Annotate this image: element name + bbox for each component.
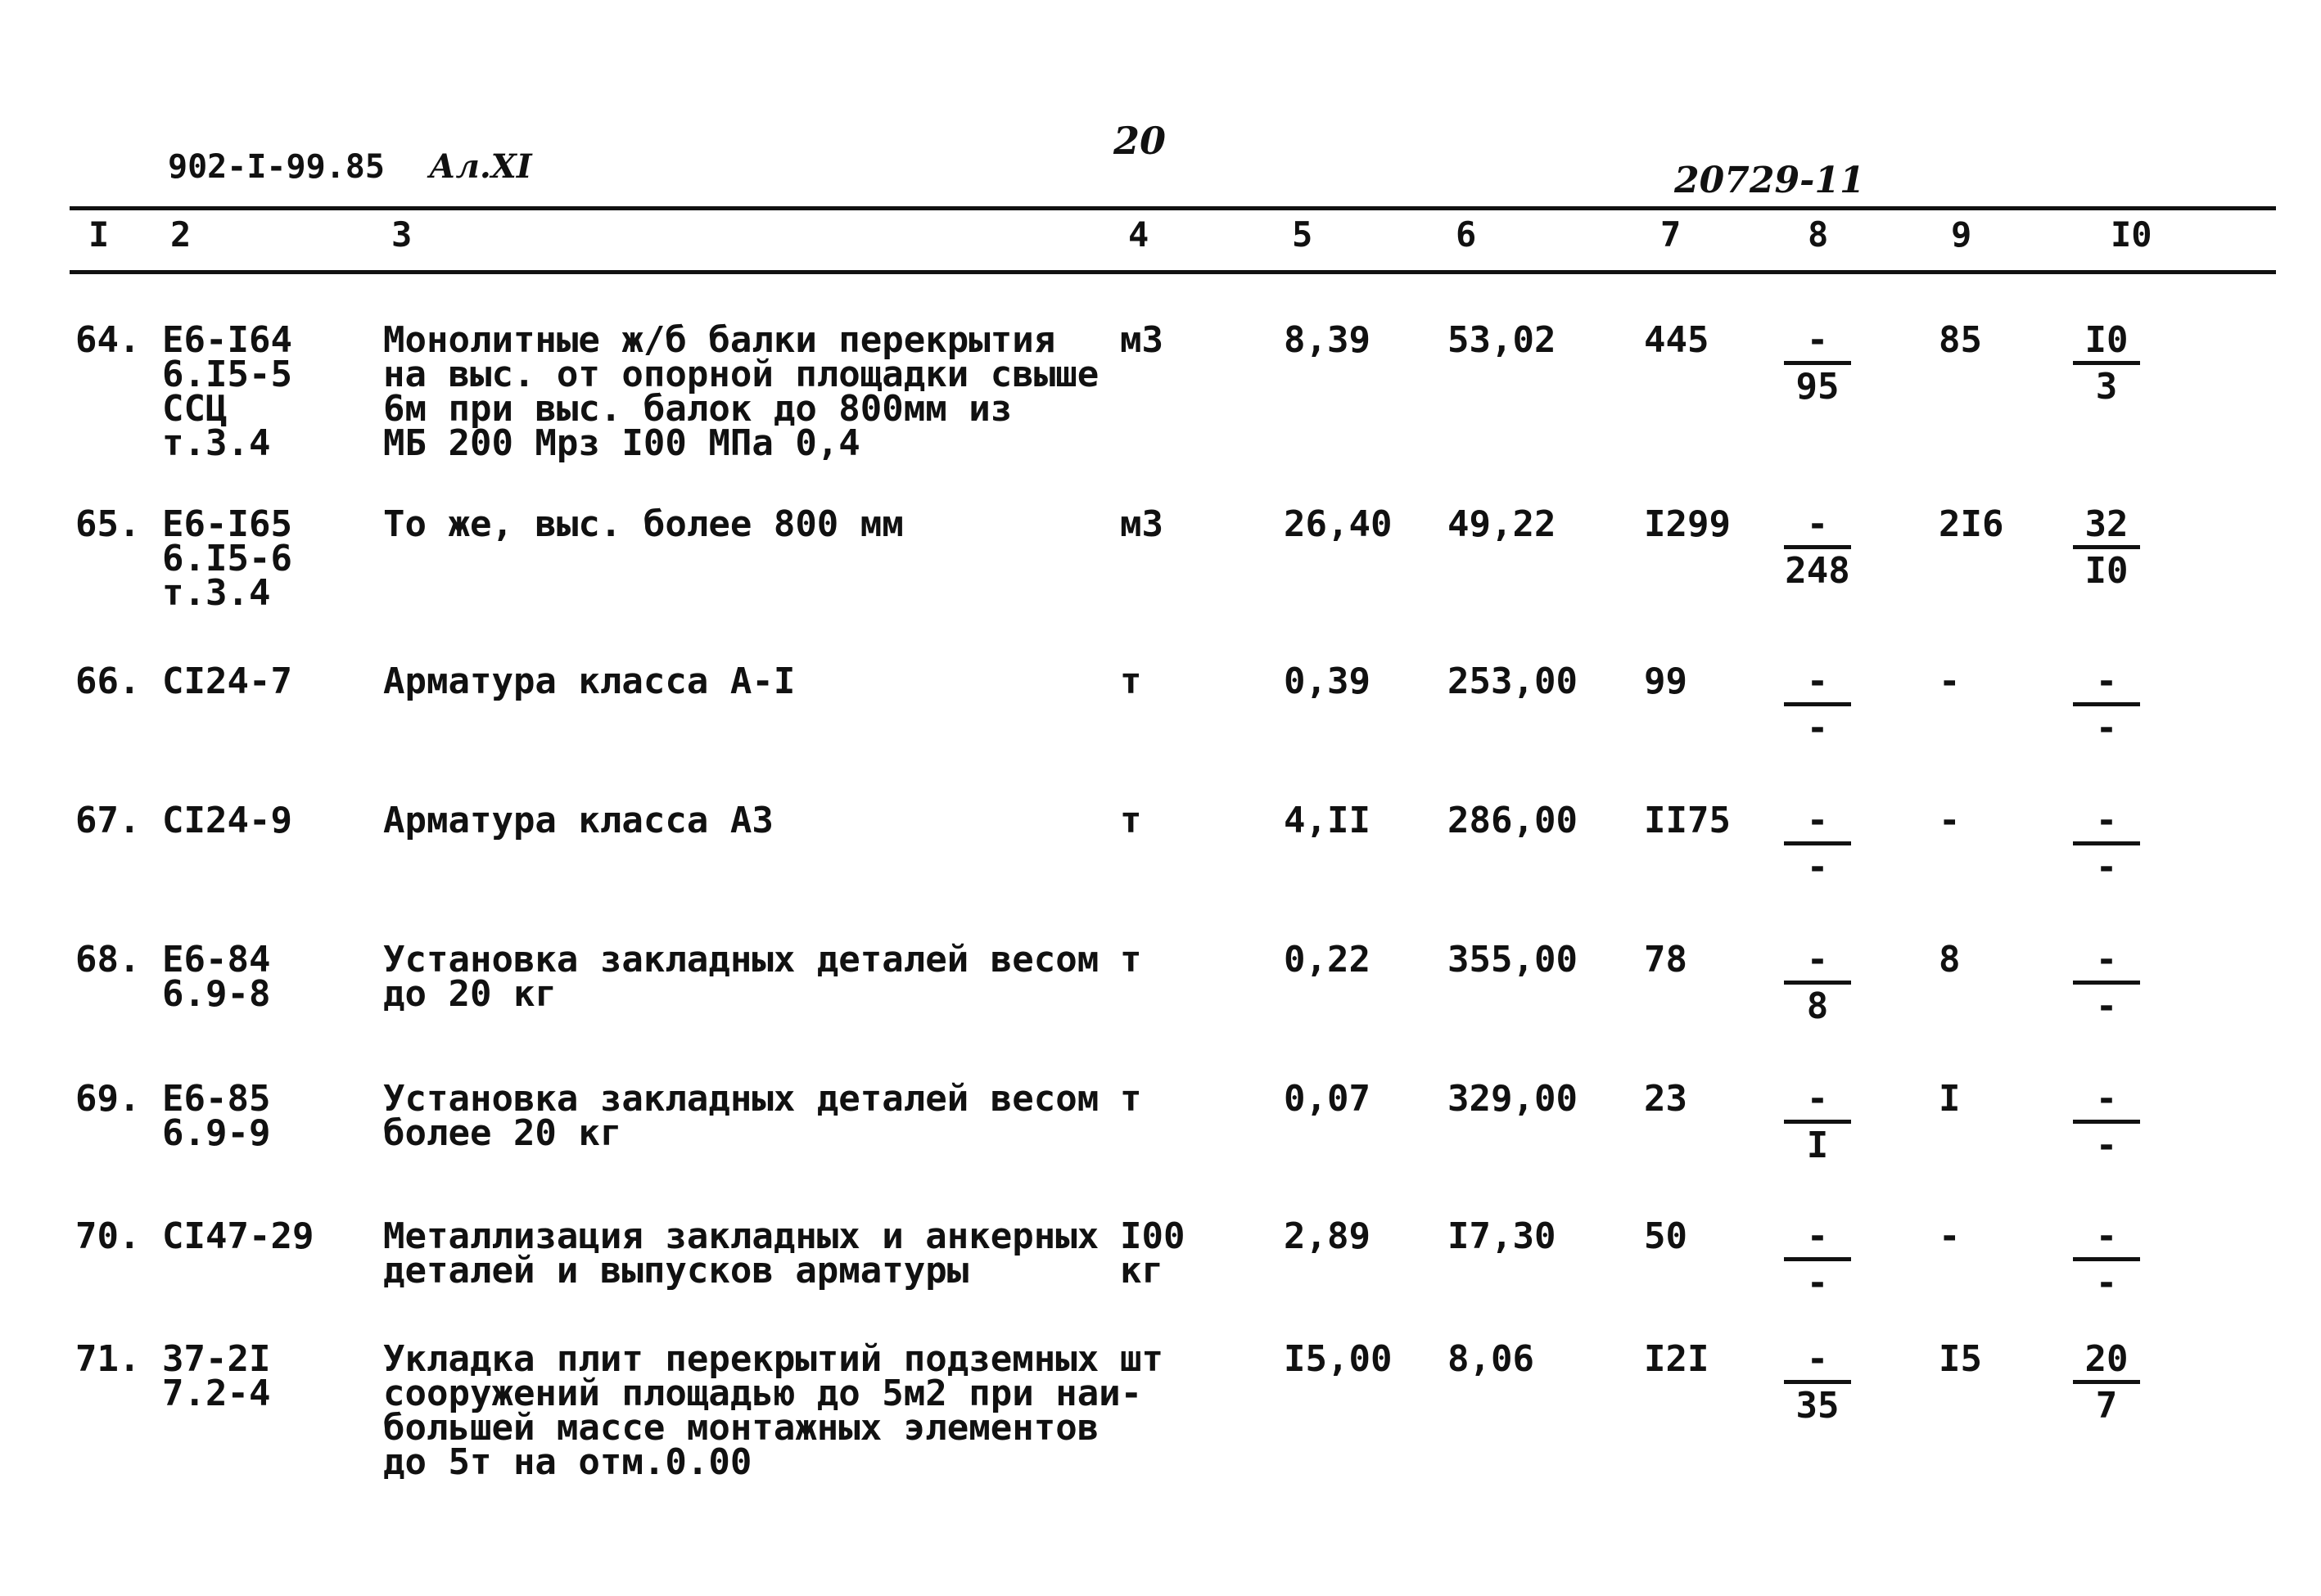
col9-value: 85 — [1939, 319, 1982, 361]
col8-fraction-bottom: - — [1806, 707, 1829, 749]
total-cost: 99 — [1644, 660, 1687, 702]
norm-code-line: Е6-I64 — [162, 319, 292, 361]
col10-fraction — [2070, 800, 2143, 888]
col10-fraction-bottom: - — [2095, 846, 2118, 888]
col10-fraction-top: - — [2095, 1215, 2118, 1257]
row-number: 67. — [75, 800, 141, 841]
work-description-line: Монолитные ж/б балки перекрытия — [383, 319, 1056, 361]
col-header-6: 6 — [1456, 214, 1477, 255]
unit — [1120, 1078, 1142, 1120]
work-description — [383, 319, 1100, 464]
norm-code-line: Е6-I65 — [162, 503, 292, 545]
col8-fraction-bottom: - — [1806, 846, 1829, 888]
quantity: 4,II — [1284, 800, 1370, 841]
work-description — [383, 939, 1100, 1015]
col10-fraction — [2070, 1078, 2143, 1166]
col8-fraction — [1781, 1078, 1854, 1166]
col9-value: - — [1939, 1215, 1961, 1257]
work-description-line: МБ 200 Мрз I00 МПа 0,4 — [383, 422, 860, 464]
col8-fraction-top: - — [1806, 1078, 1829, 1120]
norm-code-line: 6.9-9 — [162, 1112, 271, 1154]
work-description-line: на выс. от опорной площадки свыше — [383, 354, 1100, 395]
norm-code-line: CI47-29 — [162, 1215, 314, 1257]
norm-code-line: 6.I5-6 — [162, 538, 292, 579]
quantity: 0,39 — [1284, 660, 1370, 702]
col10-fraction-bar — [2073, 1120, 2140, 1124]
col8-fraction-top: - — [1806, 939, 1829, 981]
col8-fraction-bar — [1784, 841, 1851, 845]
col-header-1: I — [88, 214, 110, 255]
work-description-line: Установка закладных деталей весом — [383, 939, 1100, 981]
unit-price: 8,06 — [1447, 1338, 1534, 1380]
unit-line: кг — [1120, 1250, 1163, 1292]
col10-fraction — [2070, 660, 2143, 749]
col8-fraction — [1781, 503, 1854, 592]
norm-code — [162, 319, 292, 464]
col9-value: I5 — [1939, 1338, 1982, 1380]
unit-line: м3 — [1120, 503, 1163, 545]
col8-fraction-bar — [1784, 1120, 1851, 1124]
col8-fraction-bottom: 8 — [1806, 985, 1829, 1027]
norm-code — [162, 660, 292, 702]
col10-fraction — [2070, 1338, 2143, 1427]
work-description-line: большей массе монтажных элементов — [383, 1407, 1100, 1449]
norm-code-line: 6.I5-5 — [162, 354, 292, 395]
unit-line: м3 — [1120, 319, 1163, 361]
unit — [1120, 1215, 1185, 1292]
norm-code-line: 6.9-8 — [162, 973, 271, 1015]
work-description-line: То же, выс. более 800 мм — [383, 503, 904, 545]
norm-code — [162, 1215, 314, 1257]
col9-value: - — [1939, 660, 1961, 702]
col10-fraction-bar — [2073, 1257, 2140, 1261]
unit-price: 49,22 — [1447, 503, 1556, 545]
work-description — [383, 660, 796, 702]
norm-code — [162, 800, 292, 841]
work-description-line: более 20 кг — [383, 1112, 622, 1154]
work-description-line: Арматура класса А3 — [383, 800, 774, 841]
total-cost: II75 — [1644, 800, 1731, 841]
norm-code — [162, 1078, 271, 1154]
col10-fraction-bar — [2073, 841, 2140, 845]
norm-code-line: CI24-7 — [162, 660, 292, 702]
col9-value: I — [1939, 1078, 1961, 1120]
norm-code-line: Е6-85 — [162, 1078, 271, 1120]
col10-fraction-top: - — [2095, 1078, 2118, 1120]
col10-fraction — [2070, 503, 2143, 592]
col8-fraction-top: - — [1806, 503, 1829, 545]
col10-fraction-bar — [2073, 1380, 2140, 1384]
total-cost: I299 — [1644, 503, 1731, 545]
doc-code-text: 902-I-99.85 — [168, 148, 385, 186]
norm-code-line: Е6-84 — [162, 939, 271, 981]
col8-fraction-bar — [1784, 702, 1851, 706]
unit-price: 253,00 — [1447, 660, 1578, 702]
page-number: 20 — [1113, 119, 1167, 163]
col10-fraction — [2070, 939, 2143, 1027]
col9-value: 8 — [1939, 939, 1961, 981]
sheet-label: Ал.XI — [429, 147, 532, 186]
unit-line: I00 — [1120, 1215, 1185, 1257]
quantity: 0,22 — [1284, 939, 1370, 981]
col10-fraction-top: 20 — [2084, 1338, 2129, 1380]
col10-fraction-bar — [2073, 545, 2140, 549]
work-description-line: Укладка плит перекрытий подземных — [383, 1338, 1100, 1380]
col-header-5: 5 — [1292, 214, 1313, 255]
unit-line: т — [1120, 660, 1142, 702]
unit-price: I7,30 — [1447, 1215, 1556, 1257]
norm-code — [162, 939, 271, 1015]
work-description-line: деталей и выпусков арматуры — [383, 1250, 969, 1292]
unit — [1120, 319, 1163, 361]
col10-fraction — [2070, 1215, 2143, 1304]
col8-fraction-top: - — [1806, 319, 1829, 361]
col-header-4: 4 — [1128, 214, 1149, 255]
total-cost: 445 — [1644, 319, 1709, 361]
work-description — [383, 1215, 1100, 1292]
total-cost: I2I — [1644, 1338, 1709, 1380]
unit-line: т — [1120, 800, 1142, 841]
unit — [1120, 939, 1142, 981]
work-description-line: до 5т на отм.0.00 — [383, 1441, 752, 1483]
col8-fraction-top: - — [1806, 1338, 1829, 1380]
col10-fraction-top: I0 — [2084, 319, 2129, 361]
unit-line: т — [1120, 1078, 1142, 1120]
quantity: 26,40 — [1284, 503, 1393, 545]
quantity: 0,07 — [1284, 1078, 1370, 1120]
work-description-line: Металлизация закладных и анкерных — [383, 1215, 1100, 1257]
col9-value: - — [1939, 800, 1961, 841]
row-number: 71. — [75, 1338, 141, 1380]
doc-number: 20729-11 — [1674, 160, 1865, 201]
col8-fraction-bar — [1784, 981, 1851, 985]
col8-fraction-top: - — [1806, 660, 1829, 702]
unit-line: т — [1120, 939, 1142, 981]
work-description — [383, 503, 904, 545]
col10-fraction-bottom: - — [2095, 1125, 2118, 1166]
col10-fraction-bottom: - — [2095, 707, 2118, 749]
row-number: 68. — [75, 939, 141, 981]
work-description-line: Арматура класса А-I — [383, 660, 796, 702]
norm-code-line: т.3.4 — [162, 422, 271, 464]
col8-fraction-bar — [1784, 1380, 1851, 1384]
col8-fraction-top: - — [1806, 1215, 1829, 1257]
col8-fraction — [1781, 939, 1854, 1027]
col10-fraction-top: - — [2095, 660, 2118, 702]
unit-price: 286,00 — [1447, 800, 1578, 841]
col-header-10: I0 — [2111, 214, 2152, 255]
row-number: 64. — [75, 319, 141, 361]
row-number: 69. — [75, 1078, 141, 1120]
col-header-7: 7 — [1660, 214, 1682, 255]
total-cost: 50 — [1644, 1215, 1687, 1257]
norm-code-line: ССЦ — [162, 388, 228, 430]
unit — [1120, 503, 1163, 545]
col10-fraction-bottom: 3 — [2095, 366, 2118, 408]
quantity: 8,39 — [1284, 319, 1370, 361]
norm-code — [162, 503, 292, 614]
unit-price: 53,02 — [1447, 319, 1556, 361]
col-header-3: 3 — [391, 214, 413, 255]
norm-code — [162, 1338, 271, 1414]
unit — [1120, 660, 1142, 702]
unit — [1120, 800, 1142, 841]
col8-fraction-bottom: - — [1806, 1262, 1829, 1304]
col8-fraction-bottom: I — [1806, 1125, 1829, 1166]
row-number: 70. — [75, 1215, 141, 1257]
col-header-9: 9 — [1951, 214, 1972, 255]
work-description-line: Установка закладных деталей весом — [383, 1078, 1100, 1120]
row-number: 66. — [75, 660, 141, 702]
col8-fraction-bottom: 95 — [1795, 366, 1840, 408]
col10-fraction-bottom: - — [2095, 1262, 2118, 1304]
col10-fraction-bar — [2073, 361, 2140, 365]
work-description-line: 6м при выс. балок до 800мм из — [383, 388, 1013, 430]
norm-code-line: 37-2I — [162, 1338, 271, 1380]
quantity: 2,89 — [1284, 1215, 1370, 1257]
col9-value: 2I6 — [1939, 503, 2004, 545]
col8-fraction-bottom: 35 — [1795, 1385, 1840, 1427]
col10-fraction-bottom: 7 — [2095, 1385, 2118, 1427]
col8-fraction — [1781, 319, 1854, 408]
unit-price: 329,00 — [1447, 1078, 1578, 1120]
col8-fraction-bar — [1784, 361, 1851, 365]
col10-fraction-bar — [2073, 981, 2140, 985]
total-cost: 23 — [1644, 1078, 1687, 1120]
norm-code-line: 7.2-4 — [162, 1373, 271, 1414]
work-description — [383, 1078, 1100, 1154]
col10-fraction-bottom: I0 — [2084, 550, 2129, 592]
quantity: I5,00 — [1284, 1338, 1393, 1380]
col-header-2: 2 — [170, 214, 192, 255]
col8-fraction — [1781, 1215, 1854, 1304]
col8-fraction — [1781, 660, 1854, 749]
col8-fraction-top: - — [1806, 800, 1829, 841]
unit-line: шт — [1120, 1338, 1163, 1380]
col10-fraction-top: - — [2095, 800, 2118, 841]
col8-fraction-bottom: 248 — [1785, 550, 1850, 592]
col10-fraction-top: - — [2095, 939, 2118, 981]
col10-fraction-bar — [2073, 702, 2140, 706]
col10-fraction — [2070, 319, 2143, 408]
col10-fraction-bottom: - — [2095, 985, 2118, 1027]
col-header-8: 8 — [1808, 214, 1829, 255]
total-cost: 78 — [1644, 939, 1687, 981]
unit — [1120, 1338, 1163, 1380]
col8-fraction — [1781, 800, 1854, 888]
col8-fraction — [1781, 1338, 1854, 1427]
col8-fraction-bar — [1784, 1257, 1851, 1261]
col10-fraction-top: 32 — [2084, 503, 2129, 545]
unit-price: 355,00 — [1447, 939, 1578, 981]
work-description-line: сооружений площадью до 5м2 при наи- — [383, 1373, 1143, 1414]
row-number: 65. — [75, 503, 141, 545]
col8-fraction-bar — [1784, 545, 1851, 549]
norm-code-line: CI24-9 — [162, 800, 292, 841]
norm-code-line: т.3.4 — [162, 572, 271, 614]
work-description — [383, 800, 774, 841]
work-description-line: до 20 кг — [383, 973, 557, 1015]
